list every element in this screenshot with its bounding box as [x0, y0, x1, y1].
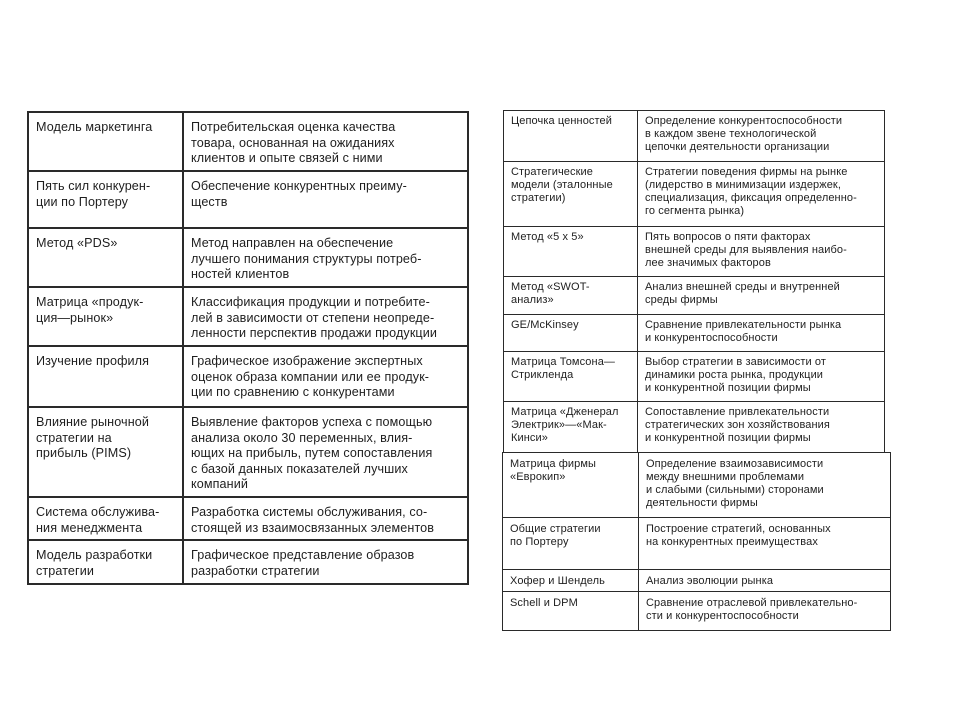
table-row — [28, 540, 468, 584]
method-description: Графическое изображение экспертных оценок образа компании или ее продук- ции по сравнению с конкурентами — [183, 346, 468, 407]
method-description: Сопоставление привлекательности стратегических зон хозяйствования и конкурентной позиции фирмы — [638, 402, 885, 453]
method-description: Сравнение привлекательности рынка и конкурентоспособности — [638, 315, 885, 352]
table-row — [503, 570, 891, 592]
method-description: Сравнение отраслевой привлекательно- сти и конкурентоспособности — [639, 592, 891, 631]
method-description: Пять вопросов о пяти факторах внешней среды для выявления наибо- лее значимых факторов — [638, 227, 885, 277]
method-description: Анализ внешней среды и внутренней среды фирмы — [638, 277, 885, 315]
method-name: Матрица фирмы «Еврокип» — [503, 453, 639, 518]
method-description: Классификация продукции и потребите- лей в зависимости от степени неопреде- ленности перспектив продажи продукции — [183, 287, 468, 346]
table-row — [28, 171, 468, 228]
method-name: Цепочка ценностей — [504, 111, 638, 162]
method-name: Пять сил конкурен- ции по Портеру — [28, 171, 183, 228]
right-bottom-methods-table — [502, 452, 891, 631]
method-name: Общие стратегии по Портеру — [503, 518, 639, 570]
method-name: Метод «SWOT- анализ» — [504, 277, 638, 315]
method-description: Определение взаимозависимости между внешними проблемами и слабыми (сильными) сторонами деятельности фирмы — [639, 453, 891, 518]
method-name: Метод «PDS» — [28, 228, 183, 287]
table-row — [28, 497, 468, 540]
method-name: Стратегические модели (эталонные стратегии) — [504, 162, 638, 227]
method-name: Матрица «Дженерал Электрик»—«Мак- Кинси» — [504, 402, 638, 453]
table-row — [28, 287, 468, 346]
table-row — [504, 111, 885, 162]
table-row — [28, 228, 468, 287]
table-row — [504, 277, 885, 315]
method-name: Система обслужива- ния менеджмента — [28, 497, 183, 540]
method-description: Обеспечение конкурентных преиму- ществ — [183, 171, 468, 228]
table-row — [503, 592, 891, 631]
left-methods-table — [27, 111, 469, 585]
table-row — [28, 112, 468, 171]
table-row — [503, 453, 891, 518]
right-top-methods-table — [503, 110, 885, 453]
method-description: Метод направлен на обеспечение лучшего понимания структуры потреб- ностей клиентов — [183, 228, 468, 287]
method-name: Модель разработки стратегии — [28, 540, 183, 584]
method-name: Метод «5 х 5» — [504, 227, 638, 277]
method-description: Выбор стратегии в зависимости от динамики роста рынка, продукции и конкурентной позиции фирмы — [638, 352, 885, 402]
method-name: Матрица Томсона— Стрикленда — [504, 352, 638, 402]
table-row — [504, 162, 885, 227]
table-row — [28, 407, 468, 497]
method-name: Матрица «продук- ция—рынок» — [28, 287, 183, 346]
method-name: GE/McKinsey — [504, 315, 638, 352]
method-description: Анализ эволюции рынка — [639, 570, 891, 592]
table-row — [28, 346, 468, 407]
method-name: Изучение профиля — [28, 346, 183, 407]
method-description: Разработка системы обслуживания, со- стоящей из взаимосвязанных элементов — [183, 497, 468, 540]
method-name: Хофер и Шендель — [503, 570, 639, 592]
method-description: Потребительская оценка качества товара, основанная на ожиданиях клиентов и опыте связей с ними — [183, 112, 468, 171]
method-description: Определение конкурентоспособности в каждом звене технологической цепочки деятельности организации — [638, 111, 885, 162]
table-row — [504, 227, 885, 277]
table-row — [504, 352, 885, 402]
table-row — [504, 315, 885, 352]
method-name: Модель маркетинга — [28, 112, 183, 171]
method-description: Выявление факторов успеха с помощью анализа около 30 переменных, влия- ющих на прибыль, путем сопоставления с базой данных показателей лучших компаний — [183, 407, 468, 497]
table-row — [504, 402, 885, 453]
method-description: Стратегии поведения фирмы на рынке (лидерство в минимизации издержек, специализация, фиксация определенно- го сегмента рынка) — [638, 162, 885, 227]
method-name: Schell и DPM — [503, 592, 639, 631]
method-name: Влияние рыночной стратегии на прибыль (PIMS) — [28, 407, 183, 497]
method-description: Графическое представление образов разработки стратегии — [183, 540, 468, 584]
table-row — [503, 518, 891, 570]
method-description: Построение стратегий, основанных на конкурентных преимуществах — [639, 518, 891, 570]
